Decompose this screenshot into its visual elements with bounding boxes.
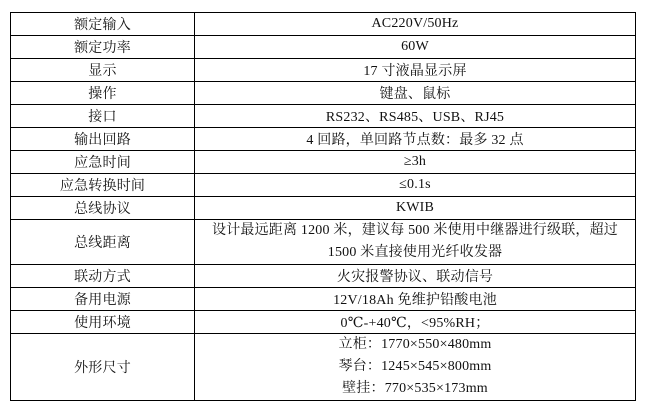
row-value: 键盘、鼠标 — [195, 82, 636, 105]
row-value — [195, 220, 636, 265]
table-row-bus-distance — [11, 220, 636, 265]
table-row-backup-power — [11, 288, 636, 311]
table-row-dimensions — [11, 334, 636, 401]
row-label: 总线协议 — [11, 197, 195, 220]
value-line: 1500 米直接使用光纤收发器 — [327, 245, 503, 260]
row-value: AC220V/50Hz — [195, 13, 636, 36]
row-label: 使用环境 — [11, 311, 195, 334]
table-row-bus-protocol — [11, 197, 636, 220]
table-row-display — [11, 59, 636, 82]
table-row-operating-environment — [11, 311, 636, 334]
row-label: 备用电源 — [11, 288, 195, 311]
row-value: ≥3h — [195, 151, 636, 174]
row-value: 60W — [195, 36, 636, 59]
row-label: 应急时间 — [11, 151, 195, 174]
row-label: 外形尺寸 — [11, 334, 195, 401]
row-value: 12V/18Ah 免维护铅酸电池 — [195, 288, 636, 311]
table-row-interface — [11, 105, 636, 128]
value-line: 壁挂：770×535×173mm — [342, 381, 488, 396]
row-label: 输出回路 — [11, 128, 195, 151]
row-label: 显示 — [11, 59, 195, 82]
value-line: 琴台：1245×545×800mm — [338, 359, 492, 374]
table-row-rated-power — [11, 36, 636, 59]
table-row-output-circuits — [11, 128, 636, 151]
row-label: 联动方式 — [11, 265, 195, 288]
row-value: RS232、RS485、USB、RJ45 — [195, 105, 636, 128]
row-label: 操作 — [11, 82, 195, 105]
value-line: 设计最远距离 1200 米，建议每 500 米使用中继器进行级联，超过 — [212, 223, 618, 238]
row-label: 应急转换时间 — [11, 174, 195, 197]
row-value: 0℃-+40℃，<95%RH； — [195, 311, 636, 334]
row-value: 17 寸液晶显示屏 — [195, 59, 636, 82]
spec-table — [10, 12, 636, 401]
value-line: 立柜：1770×550×480mm — [338, 337, 492, 352]
row-value: ≤0.1s — [195, 174, 636, 197]
row-value: 火灾报警协议、联动信号 — [195, 265, 636, 288]
table-row-linkage-mode — [11, 265, 636, 288]
row-label: 额定输入 — [11, 13, 195, 36]
table-row-operation — [11, 82, 636, 105]
table-row-emergency-switch-time — [11, 174, 636, 197]
row-label: 额定功率 — [11, 36, 195, 59]
row-label: 接口 — [11, 105, 195, 128]
row-value — [195, 334, 636, 401]
row-value: KWIB — [195, 197, 636, 220]
table-row-emergency-time — [11, 151, 636, 174]
table-row-rated-input — [11, 13, 636, 36]
row-value: 4 回路，单回路节点数：最多 32 点 — [195, 128, 636, 151]
row-label: 总线距离 — [11, 220, 195, 265]
